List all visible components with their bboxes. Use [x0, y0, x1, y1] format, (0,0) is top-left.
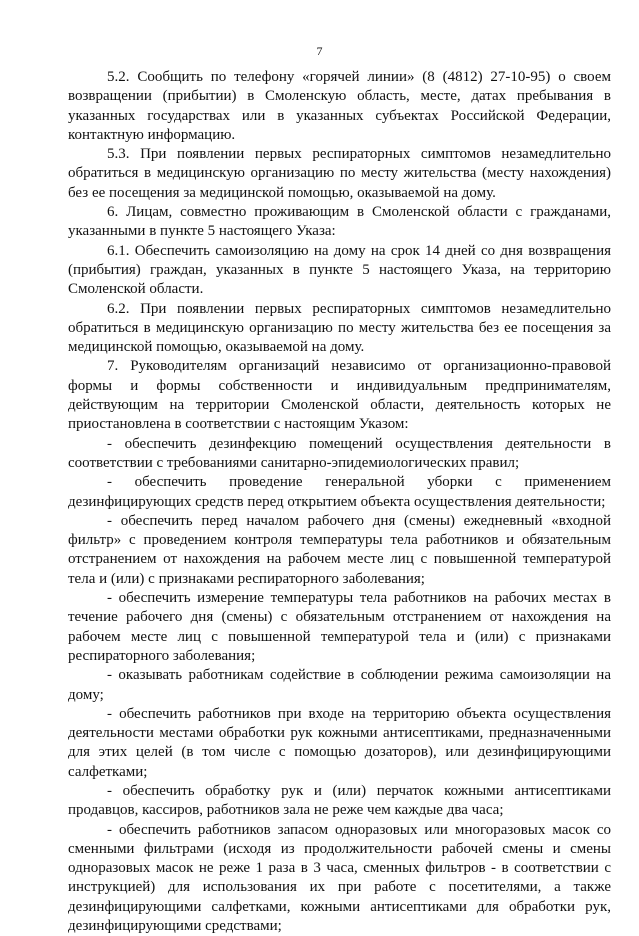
paragraph-6: 6. Лицам, совместно проживающим в Смоленской области с гражданами, указанными в пункте 5 настоящего Указа: [68, 204, 611, 240]
paragraph-5-2: 5.2. Сообщить по телефону «горячей линии» (8 (4812) 27-10-95) о своем возвращении (прибытии) в Смоленскую область, месте, датах пребывания в указанных государствах или в указанных субъектах Российской Федерации, контактную информацию. [68, 69, 611, 143]
paragraph-7: 7. Руководителям организаций независимо от организационно-правовой формы и формы собственности и индивидуальным предпринимателям, действующим на территории Смоленской области, деятельность которых не приостановлена в соответствии с настоящим Указом: [68, 358, 611, 433]
list-item-disinfection: - обеспечить дезинфекцию помещений осуществления деятельности в соответствии с требованиями санитарно-эпидемиологических правил; [68, 435, 611, 471]
document-body [68, 68, 611, 936]
list-item-masks-supply: - обеспечить работников запасом одноразовых или многоразовых масок со сменными фильтрами (исходя из продолжительности рабочей смены и смены одноразовых масок не реже 1 раза в 3 часа, сменных фильтров - в соответствии с инструкцией) для использования их при работе с посетителями, а также дезинфицирующими салфетками, кожными антисептиками для обработки рук, дезинфицирующими средствами; [68, 821, 611, 935]
list-item-entry-filter: - обеспечить перед началом рабочего дня (смены) ежедневный «входной фильтр» с проведением контроля температуры тела работников и обязательным отстранением от нахождения на рабочем месте лиц с повышенной температурой тела и (или) с признаками респираторного заболевания; [68, 512, 611, 587]
paragraph-5-3: 5.3. При появлении первых респираторных симптомов незамедлительно обратиться в медицинскую организацию по месту жительства (месту нахождения) без ее посещения за медицинской помощью, оказываемой на дому. [68, 146, 611, 201]
list-item-hand-treatment: - обеспечить обработку рук и (или) перчаток кожными антисептиками продавцов, кассиров, работников зала не реже чем каждые два часа; [68, 782, 611, 819]
list-item-general-cleaning: - обеспечить проведение генеральной уборки с применением дезинфицирующих средств перед открытием объекта осуществления деятельности; [68, 474, 611, 510]
list-item-hand-sanitizing-stations: - обеспечить работников при входе на территорию объекта осуществления деятельности местами обработки рук кожными антисептиками, предназначенными для этих целей (в том числе с помощью дозаторов), или дезинфицирующими салфетками; [68, 705, 611, 780]
list-item-temperature-measurement: - обеспечить измерение температуры тела работников на рабочих местах в течение рабочего дня (смены) с обязательным отстранением от нахождения на рабочем месте лиц с повышенной температурой тела и (или) с признаками респираторного заболевания; [68, 590, 611, 664]
paragraph-6-2: 6.2. При появлении первых респираторных симптомов незамедлительно обратиться в медицинскую организацию по месту жительства без ее посещения за медицинской помощью, оказываемой на дому. [68, 300, 611, 356]
list-item-self-isolation-support: - оказывать работникам содействие в соблюдении режима самоизоляции на дому; [68, 667, 611, 703]
paragraph-6-1: 6.1. Обеспечить самоизоляцию на дому на срок 14 дней со дня возвращения (прибытия) граждан, указанных в пункте 5 настоящего Указа, на территорию Смоленской области. [68, 242, 611, 298]
page-number: 7 [316, 44, 323, 58]
